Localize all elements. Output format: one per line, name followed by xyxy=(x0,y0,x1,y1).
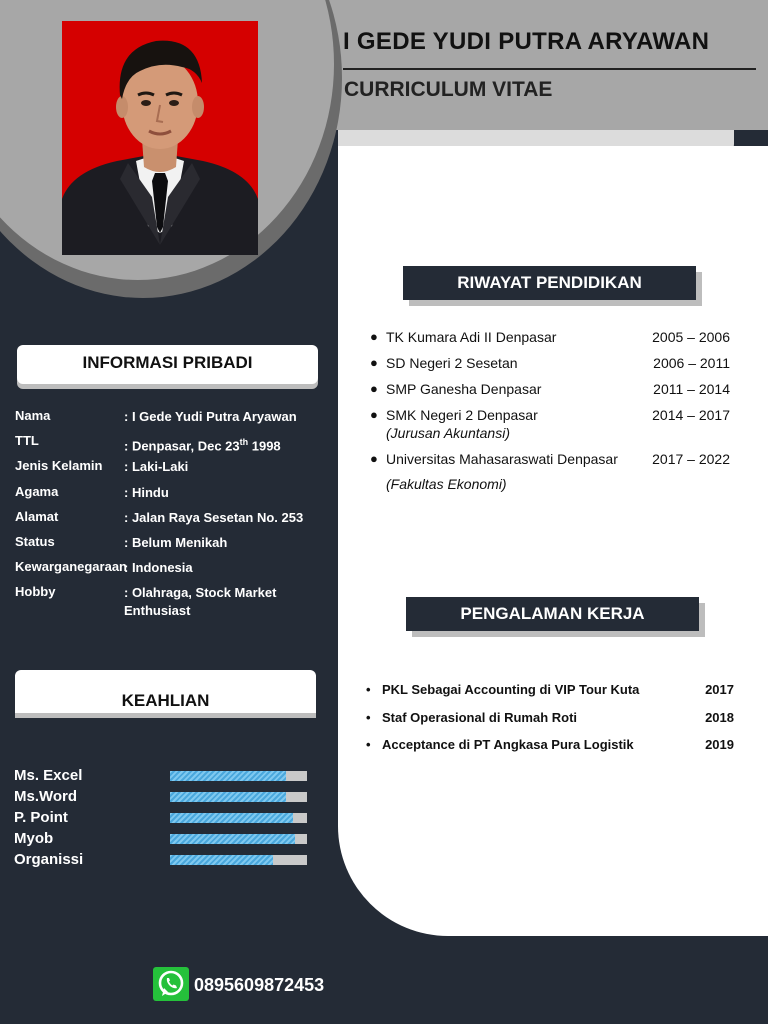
skill-name: P. Point xyxy=(14,809,68,826)
education-heading: RIWAYAT PENDIDIKAN xyxy=(403,266,696,300)
skill-name: Ms.Word xyxy=(14,788,78,805)
info-label: Alamat xyxy=(15,509,59,524)
work-year: 2017 xyxy=(705,682,734,697)
info-label: Jenis Kelamin xyxy=(15,458,103,473)
skill-bar-fill xyxy=(170,813,293,823)
content-panel xyxy=(338,146,768,936)
education-years: 2014 – 2017 xyxy=(652,407,730,423)
info-label: Nama xyxy=(15,408,51,423)
skill-row xyxy=(14,767,314,787)
skill-bar-track xyxy=(170,855,307,865)
bullet-icon: ● xyxy=(370,355,378,370)
info-value: : Laki-Laki xyxy=(124,459,189,474)
info-label: Hobby xyxy=(15,584,56,599)
bullet-icon: • xyxy=(366,682,371,697)
school-name: SMK Negeri 2 Denpasar xyxy=(386,407,538,423)
skill-bar-fill xyxy=(170,771,286,781)
skill-row xyxy=(14,851,314,871)
skill-row xyxy=(14,809,314,829)
education-years: 2017 – 2022 xyxy=(652,451,730,467)
work-heading: PENGALAMAN KERJA xyxy=(406,597,699,631)
whatsapp-glyph-icon xyxy=(153,967,189,1001)
work-role: PKL Sebagai Accounting di VIP Tour Kuta xyxy=(382,682,640,697)
whatsapp-icon xyxy=(153,967,189,1001)
skill-name: Myob xyxy=(14,830,54,847)
skill-row xyxy=(14,788,314,808)
education-years: 2005 – 2006 xyxy=(652,329,730,345)
info-label: TTL xyxy=(15,433,39,448)
document-title: CURRICULUM VITAE xyxy=(344,78,553,101)
skill-name: Organissi xyxy=(14,851,84,868)
info-value: : Hindu xyxy=(124,485,169,500)
full-name: I GEDE YUDI PUTRA ARYAWAN xyxy=(343,28,710,55)
bullet-icon: • xyxy=(366,737,371,752)
school-name: SD Negeri 2 Sesetan xyxy=(386,355,518,371)
skill-bar-track xyxy=(170,792,307,802)
skill-name: Ms. Excel xyxy=(14,767,83,784)
school-name: Universitas Mahasaraswati Denpasar xyxy=(386,451,618,467)
education-years: 2011 – 2014 xyxy=(653,381,730,397)
info-label: Agama xyxy=(15,484,59,499)
bullet-icon: ● xyxy=(370,329,378,344)
portrait-photo-icon xyxy=(62,21,258,255)
info-value-year: 1998 xyxy=(248,438,281,454)
info-label: Kewarganegaraan xyxy=(15,559,127,574)
work-year: 2018 xyxy=(705,710,734,725)
school-name: SMP Ganesha Denpasar xyxy=(386,381,542,397)
header-divider xyxy=(343,68,756,70)
profile-photo xyxy=(62,21,258,255)
skills-heading: KEAHLIAN xyxy=(15,670,316,713)
personal-info-heading: INFORMASI PRIBADI xyxy=(17,345,318,384)
bullet-icon: ● xyxy=(370,407,378,422)
education-note: (Jurusan Akuntansi) xyxy=(386,425,510,441)
bullet-icon: ● xyxy=(370,451,378,466)
info-value: : I Gede Yudi Putra Aryawan xyxy=(124,409,297,424)
bullet-icon: • xyxy=(366,710,371,725)
work-role: Staf Operasional di Rumah Roti xyxy=(382,710,578,725)
education-years: 2006 – 2011 xyxy=(653,355,730,371)
skill-bar-fill xyxy=(170,834,295,844)
info-value xyxy=(124,433,324,455)
info-value: : Belum Menikah xyxy=(124,535,228,550)
work-role: Acceptance di PT Angkasa Pura Logistik xyxy=(382,737,634,752)
education-note: (Fakultas Ekonomi) xyxy=(386,476,507,492)
info-value-superscript: th xyxy=(239,437,249,447)
info-value: : Jalan Raya Sesetan No. 253 xyxy=(124,510,304,525)
info-value-date: : Denpasar, Dec 23 xyxy=(124,438,240,454)
skill-bar-fill xyxy=(170,792,286,802)
skill-bar-track xyxy=(170,813,307,823)
phone-number: 0895609872453 xyxy=(194,975,325,995)
info-value: : Indonesia xyxy=(124,560,193,575)
bullet-icon: ● xyxy=(370,381,378,396)
skill-bar-fill xyxy=(170,855,273,865)
skill-bar-track xyxy=(170,771,307,781)
skill-bar-track xyxy=(170,834,307,844)
info-value: : Olahraga, Stock Market Enthusiast xyxy=(124,585,277,618)
work-year: 2019 xyxy=(705,737,734,752)
school-name: TK Kumara Adi II Denpasar xyxy=(386,329,557,345)
skill-row xyxy=(14,830,314,850)
info-label: Status xyxy=(15,534,55,549)
